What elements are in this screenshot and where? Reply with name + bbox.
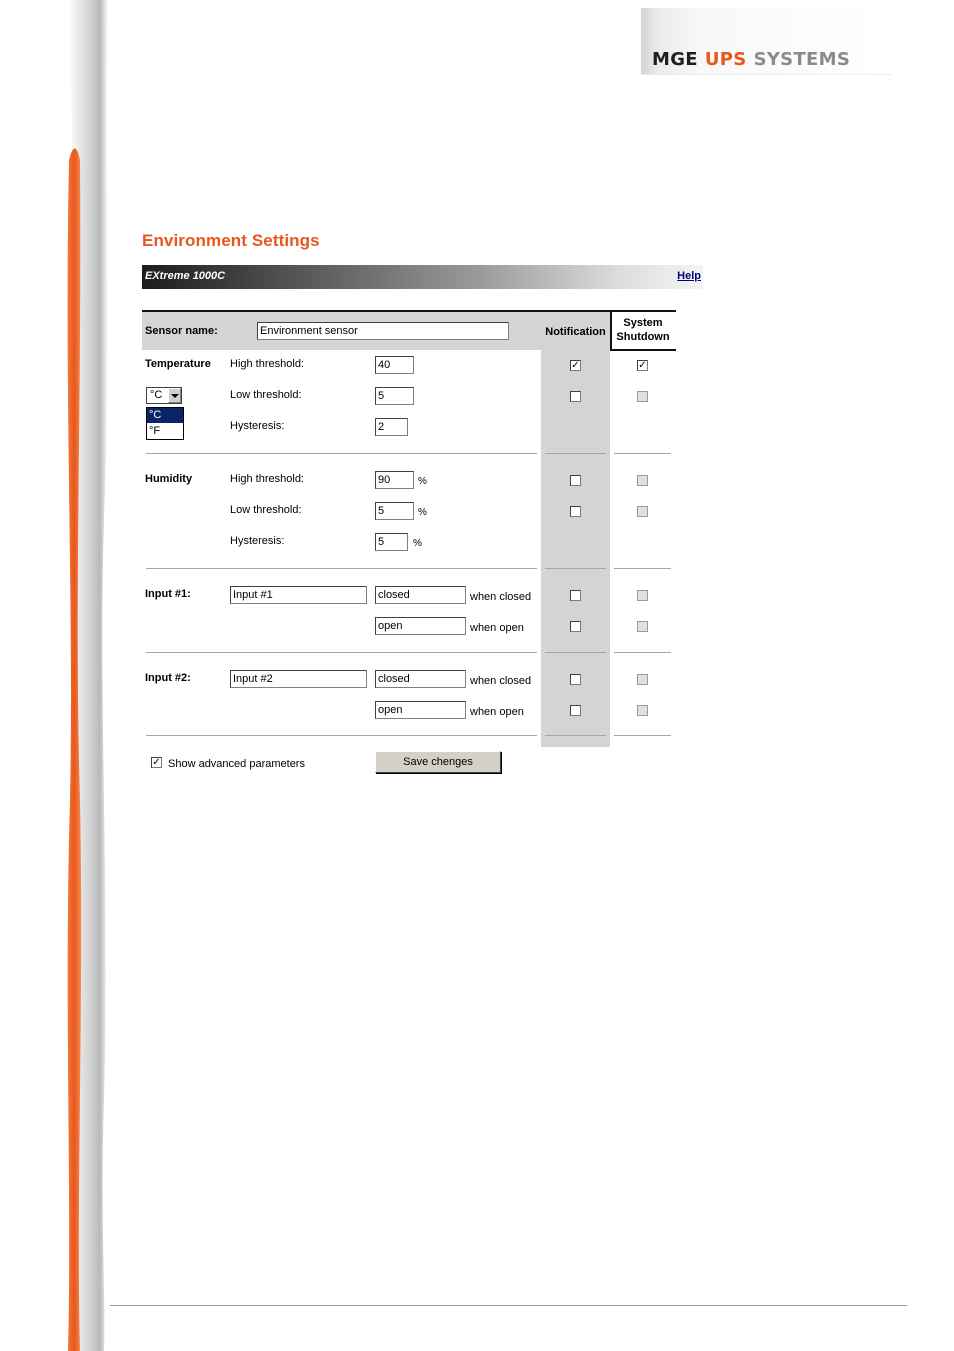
hum-low-shutdown-checkbox[interactable] [637, 506, 648, 517]
input1-closed-notification-checkbox[interactable] [570, 590, 581, 601]
show-advanced-label: Show advanced parameters [168, 758, 305, 770]
input2-closed-shutdown-checkbox[interactable] [637, 674, 648, 685]
input2-open-input[interactable] [375, 701, 466, 719]
company-logo: MGE UPS SYSTEMS [652, 49, 851, 70]
save-changes-button[interactable]: Save chenges [375, 751, 501, 773]
row-separator [146, 735, 537, 736]
chevron-down-icon[interactable] [168, 388, 181, 403]
hum-high-label: High threshold: [230, 473, 304, 485]
device-title-bar [142, 265, 703, 289]
input2-open-notification-checkbox[interactable] [570, 705, 581, 716]
row-separator [146, 453, 537, 454]
input2-name-input[interactable] [230, 670, 367, 688]
input2-label: Input #2: [145, 672, 191, 684]
hum-high-notification-checkbox[interactable] [570, 475, 581, 486]
temp-high-label: High threshold: [230, 358, 304, 370]
unit-option-celsius[interactable]: °C [147, 408, 183, 423]
sensor-name-label: Sensor name: [145, 325, 218, 337]
sensor-name-input[interactable] [257, 322, 509, 340]
hum-high-input[interactable] [375, 471, 414, 489]
input1-closed-shutdown-checkbox[interactable] [637, 590, 648, 601]
row-separator [146, 568, 537, 569]
input2-open-shutdown-checkbox[interactable] [637, 705, 648, 716]
input1-open-suffix: when open [470, 622, 524, 634]
unit-option-fahrenheit[interactable]: °F [149, 425, 161, 437]
hum-low-input[interactable] [375, 502, 414, 520]
shutdown-header-line1: System [623, 317, 663, 329]
humidity-label: Humidity [145, 473, 193, 485]
hum-hysteresis-unit: % [413, 538, 422, 549]
temperature-label: Temperature [145, 358, 211, 370]
hum-low-label: Low threshold: [230, 504, 302, 516]
input2-open-suffix: when open [470, 706, 524, 718]
input1-label: Input #1: [145, 588, 191, 600]
table-top-border [142, 310, 610, 312]
row-separator [545, 652, 606, 653]
row-separator [545, 568, 606, 569]
footer-divider [110, 1305, 907, 1306]
page-edge-decoration [0, 0, 120, 1351]
hum-high-shutdown-checkbox[interactable] [637, 475, 648, 486]
help-link[interactable]: Help [677, 270, 701, 282]
hum-hysteresis-label: Hysteresis: [230, 535, 285, 547]
temperature-unit-list[interactable] [146, 407, 184, 440]
hum-high-unit: % [418, 476, 427, 487]
hum-low-unit: % [418, 507, 427, 518]
temp-high-input[interactable] [375, 356, 414, 374]
input1-name-input[interactable] [230, 586, 367, 604]
temp-low-input[interactable] [375, 387, 414, 405]
notification-column [541, 350, 610, 747]
temp-hysteresis-label: Hysteresis: [230, 420, 285, 432]
temp-low-label: Low threshold: [230, 389, 302, 401]
input1-open-notification-checkbox[interactable] [570, 621, 581, 632]
row-separator [545, 453, 606, 454]
unit-select-value: °C [150, 389, 163, 401]
hum-low-notification-checkbox[interactable] [570, 506, 581, 517]
row-separator [614, 453, 671, 454]
device-name: EXtreme 1000C [145, 270, 226, 282]
temp-high-notification-checkbox[interactable]: ✓ [571, 360, 580, 371]
hum-hysteresis-input[interactable] [375, 533, 408, 551]
row-separator [146, 652, 537, 653]
input2-closed-input[interactable] [375, 670, 466, 688]
input1-open-shutdown-checkbox[interactable] [637, 621, 648, 632]
temp-high-shutdown-checkbox[interactable]: ✓ [638, 360, 647, 371]
temp-hysteresis-input[interactable] [375, 418, 408, 436]
input2-closed-notification-checkbox[interactable] [570, 674, 581, 685]
row-separator [614, 652, 671, 653]
row-separator [545, 735, 606, 736]
input2-closed-suffix: when closed [470, 675, 532, 687]
input1-closed-suffix: when closed [470, 591, 532, 603]
notification-header: Notification [545, 326, 606, 338]
shutdown-header-line2: Shutdown [616, 331, 670, 343]
show-advanced-checkbox[interactable]: ✓ [152, 757, 161, 768]
page-title: Environment Settings [142, 231, 320, 250]
input1-open-input[interactable] [375, 617, 466, 635]
temp-low-notification-checkbox[interactable] [570, 391, 581, 402]
temperature-unit-select[interactable] [146, 387, 182, 404]
row-separator [614, 735, 671, 736]
temp-low-shutdown-checkbox[interactable] [637, 391, 648, 402]
row-separator [614, 568, 671, 569]
input1-closed-input[interactable] [375, 586, 466, 604]
